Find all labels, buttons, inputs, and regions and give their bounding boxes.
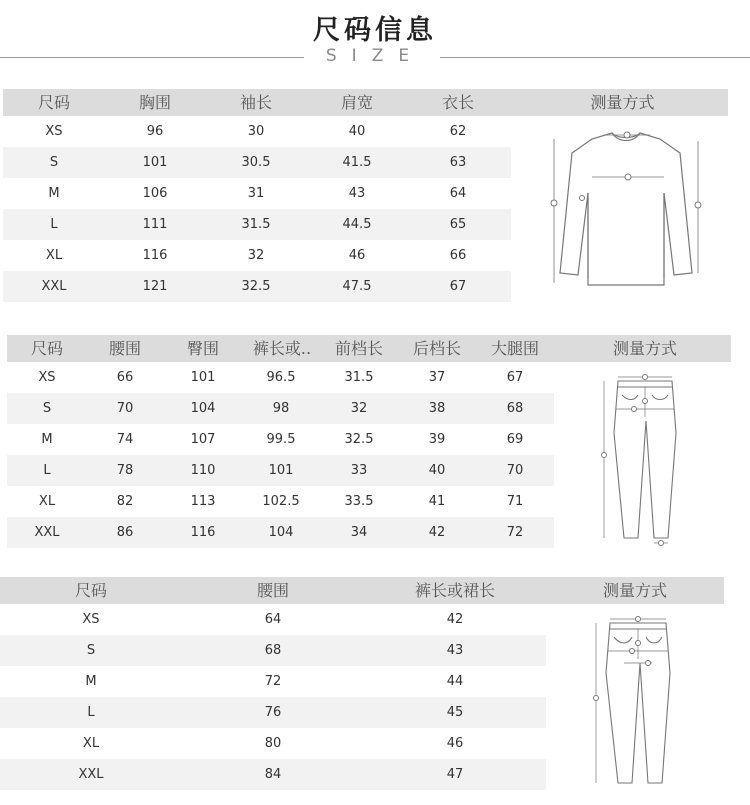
table-cell: 65 [449,217,467,232]
table-cell: 41.5 [342,155,372,170]
table-cell: 72 [506,525,524,540]
table-cell: 74 [116,432,134,447]
table-cell: 30 [247,124,265,139]
table-cell: 80 [264,736,282,751]
table-cell: 67 [506,370,524,385]
bottoms-size-table [0,577,750,802]
size-cell: XL [45,248,63,263]
table-cell: 99.5 [266,432,296,447]
table-cell: 64 [449,186,467,201]
table-cell: 101 [268,463,294,478]
table-cell: 96.5 [266,370,296,385]
table-row [0,697,546,728]
size-cell: M [85,674,97,689]
size-subtitle: SIZE [325,46,425,66]
size-cell: XL [82,736,100,751]
header-cell-length: 衣长 [441,93,474,112]
size-cell: XXL [34,525,60,540]
table-cell: 82 [116,494,134,509]
header-cell-chest: 胸围 [138,93,171,112]
table-cell: 71 [506,494,524,509]
table-cell: 78 [116,463,134,478]
table-row [7,424,554,455]
table-row [0,635,546,666]
table-row [3,271,511,302]
table-row [7,393,554,424]
table-row [3,147,511,178]
table-cell: 33.5 [344,494,374,509]
size-cell: S [86,643,96,658]
table-cell: 38 [428,401,446,416]
pants-diagram-icon [582,613,692,793]
table-cell: 69 [506,432,524,447]
header-cell-shoulder: 肩宽 [340,93,373,112]
table-cell: 106 [142,186,168,201]
table-cell: 116 [142,248,168,263]
table-cell: 32.5 [241,279,271,294]
header-cell-front-rise: 前档长 [334,339,383,358]
page-title: 尺码信息 [313,15,437,46]
header-cell-back-rise: 后档长 [412,339,461,358]
table-cell: 44 [446,674,464,689]
table-cell: 32 [350,401,368,416]
table-cell: 32 [247,248,265,263]
table-row [7,455,554,486]
table-cell: 110 [190,463,216,478]
table-row [0,666,546,697]
header-cell-size: 尺码 [30,339,63,358]
table-cell: 42 [428,525,446,540]
table-cell: 66 [449,248,467,263]
measure-method-label: 测量方式 [612,339,677,358]
table-cell: 68 [506,401,524,416]
table-cell: 39 [428,432,446,447]
size-cell: M [48,186,60,201]
table-cell: 32.5 [344,432,374,447]
table-cell: 111 [142,217,168,232]
tops-size-table [0,89,750,309]
table-cell: 76 [264,705,282,720]
table-cell: 107 [190,432,216,447]
divider-left [0,57,304,58]
table-cell: 45 [446,705,464,720]
table-cell: 104 [190,401,216,416]
table-cell: 70 [506,463,524,478]
table-cell: 86 [116,525,134,540]
header-cell-waist: 腰围 [256,581,289,600]
measure-method-label: 测量方式 [590,93,655,112]
table-cell: 72 [264,674,282,689]
size-cell: XS [38,370,56,385]
sweater-diagram-icon [540,123,710,295]
size-cell: XXL [78,767,104,782]
table-cell: 46 [348,248,366,263]
table-cell: 84 [264,767,282,782]
table-cell: 34 [350,525,368,540]
table-cell: 40 [348,124,366,139]
header-cell-waist: 腰围 [108,339,141,358]
size-cell: L [43,463,51,478]
table-cell: 47 [446,767,464,782]
table-cell: 30.5 [241,155,271,170]
header-cell-thigh: 大腿围 [490,339,539,358]
header-cell-pants-length: 裤长或.. [252,339,312,358]
trousers-diagram-icon [590,373,700,548]
measure-method-label: 测量方式 [602,581,667,600]
trousers-size-table [0,335,750,555]
table-cell: 44.5 [342,217,372,232]
table-cell: 67 [449,279,467,294]
table-cell: 31.5 [241,217,271,232]
table-cell: 101 [142,155,168,170]
table-row [0,759,546,790]
divider-right [440,57,750,58]
size-cell: S [49,155,59,170]
table-cell: 64 [264,612,282,627]
table-row [3,116,511,147]
table-cell: 43 [446,643,464,658]
table-cell: 43 [348,186,366,201]
table-cell: 41 [428,494,446,509]
header-cell-length: 裤长或裙长 [414,581,495,600]
header-cell-size: 尺码 [37,93,70,112]
size-cell: L [87,705,95,720]
size-cell: M [41,432,53,447]
size-cell: XS [82,612,100,627]
table-cell: 70 [116,401,134,416]
table-cell: 40 [428,463,446,478]
header-cell-sleeve: 袖长 [239,93,272,112]
table-cell: 47.5 [342,279,372,294]
table-cell: 31 [247,186,265,201]
table-row [7,517,554,548]
table-cell: 33 [350,463,368,478]
table-cell: 37 [428,370,446,385]
size-cell: L [50,217,58,232]
table-row [0,728,546,759]
table-cell: 113 [190,494,216,509]
header-cell-hip: 臀围 [186,339,219,358]
table-cell: 46 [446,736,464,751]
table-cell: 116 [190,525,216,540]
table-row [7,362,554,393]
table-cell: 68 [264,643,282,658]
table-cell: 96 [146,124,164,139]
table-row [3,240,511,271]
table-cell: 63 [449,155,467,170]
table-cell: 121 [142,279,168,294]
table-row [0,604,546,635]
table-cell: 102.5 [262,494,300,509]
size-cell: XL [38,494,56,509]
table-cell: 104 [268,525,294,540]
table-cell: 101 [190,370,216,385]
table-cell: 62 [449,124,467,139]
table-row [3,178,511,209]
table-cell: 42 [446,612,464,627]
table-cell: 98 [272,401,290,416]
size-cell: S [42,401,52,416]
size-subtitle-bar [0,46,750,68]
header-cell-size: 尺码 [74,581,107,600]
table-row [3,209,511,240]
size-cell: XS [45,124,63,139]
table-cell: 31.5 [344,370,374,385]
size-cell: XXL [41,279,67,294]
table-cell: 66 [116,370,134,385]
table-row [7,486,554,517]
